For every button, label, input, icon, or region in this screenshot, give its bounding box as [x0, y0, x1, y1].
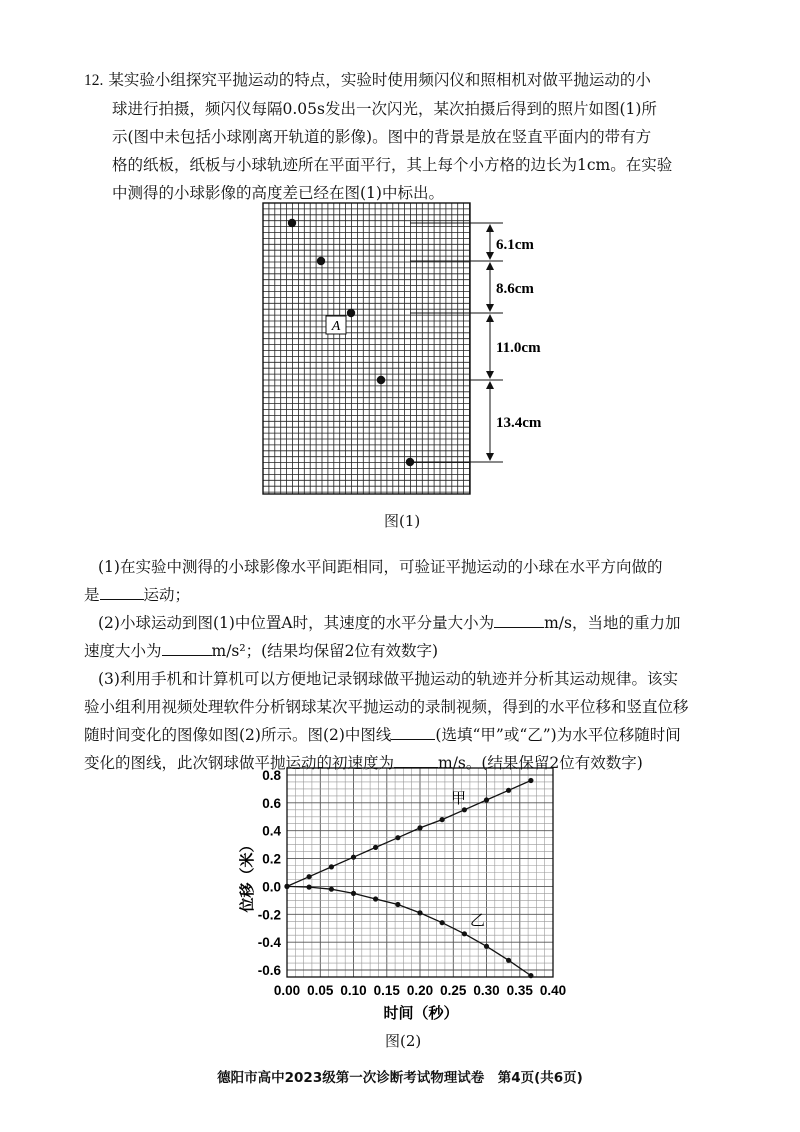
sub3-line-2: 验小组利用视频处理软件分析钢球某次平抛运动的录制视频，得到的水平位移和竖直位移: [84, 698, 689, 716]
height-label-3: 11.0cm: [496, 340, 541, 356]
x-tick-label: 0.30: [473, 983, 500, 998]
answer-blank-3[interactable]: [162, 637, 212, 656]
intro-line-2: 球进行拍摄，频闪仪每隔0.05s发出一次闪光，某次拍摄后得到的照片如图(1)所: [112, 100, 657, 118]
sub3-line-3a: 随时间变化的图像如图(2)所示。图(2)中图线: [84, 726, 392, 744]
sub3-line-4a: 变化的图线，此次钢球做平抛运动的初速度为: [84, 754, 395, 772]
data-point-jia: [417, 825, 422, 830]
x-tick-label: 0.20: [406, 983, 434, 998]
x-tick-label: 0.15: [373, 983, 400, 998]
y-tick-label: 0.4: [262, 823, 281, 839]
data-point-yi: [284, 884, 289, 889]
x-tick-label: 0.35: [506, 983, 533, 998]
sub1-line-1: (1)在实验中测得的小球影像水平间距相同，可验证平抛运动的小球在水平方向做的: [98, 558, 663, 576]
data-point-yi: [351, 891, 356, 896]
y-tick-label: 0.2: [262, 851, 281, 867]
x-tick-label: 0.05: [307, 983, 334, 998]
question-number: 12.: [84, 72, 104, 89]
chart-x-axis-label: 时间（秒）: [383, 1005, 459, 1022]
intro-line-5: 中测得的小球影像的高度差已经在图(1)中标出。: [112, 184, 444, 202]
sub1-line-2a: 是: [84, 586, 100, 604]
data-point-jia: [307, 874, 312, 879]
sub-question-2-cont: [84, 637, 438, 665]
data-point-yi: [417, 910, 422, 915]
ball-image-5: [406, 458, 414, 466]
data-point-yi: [506, 958, 511, 963]
y-tick-label: -0.4: [257, 935, 281, 951]
sub-question-2: [98, 609, 680, 637]
data-point-yi: [307, 885, 312, 890]
data-point-yi: [440, 920, 445, 925]
sub1-line-2b: 运动；: [143, 586, 191, 604]
point-a-label: A: [331, 319, 341, 334]
answer-blank-4[interactable]: [391, 721, 435, 740]
figure-2-caption: 图(2): [385, 1032, 422, 1050]
series-line-jia: [287, 781, 531, 887]
data-point-jia: [351, 855, 356, 860]
sub-question-1-cont: [84, 581, 190, 609]
series-line-yi: [287, 886, 531, 975]
page-footer: 德阳市高中2023级第一次诊断考试物理试卷 第4页(共6页): [217, 1070, 583, 1086]
data-point-yi: [462, 931, 467, 936]
ball-image-2: [317, 257, 325, 265]
data-point-jia: [528, 778, 533, 783]
height-label-4: 13.4cm: [496, 415, 542, 431]
answer-blank-1[interactable]: [100, 581, 144, 600]
y-tick-label: -0.6: [257, 963, 281, 978]
sub-question-3: [98, 665, 678, 693]
figure-1-caption: 图(1): [384, 512, 421, 530]
data-point-yi: [329, 887, 334, 892]
intro-line-3: 示(图中未包括小球刚离开轨道的影像)。图中的背景是放在竖直平面内的带有方: [112, 128, 652, 146]
sub3-line-1: (3)利用手机和计算机可以方便地记录钢球做平抛运动的轨迹并分析其运动规律。该实: [98, 670, 678, 688]
height-label-2: 8.6cm: [496, 281, 534, 297]
figure-1-grid: [263, 203, 470, 494]
data-point-jia: [484, 797, 489, 802]
y-tick-label: 0.8: [262, 768, 281, 783]
data-point-jia: [440, 817, 445, 822]
question-intro: [84, 66, 672, 207]
chart-y-axis-label: 位移（米）: [239, 837, 256, 913]
chart-series: [284, 778, 533, 978]
data-point-jia: [395, 835, 400, 840]
data-point-jia: [329, 864, 334, 869]
sub2-line-1a: (2)小球运动到图(1)中位置A时，其速度的水平分量大小为: [98, 614, 495, 632]
sub2-line-2a: 速度大小为: [84, 642, 162, 660]
data-point-yi: [528, 973, 533, 978]
ball-image-A: [347, 309, 355, 317]
data-point-yi: [373, 896, 378, 901]
series-label-yi: 乙: [470, 913, 486, 929]
series-label-jia: 甲: [451, 791, 467, 807]
height-label-1: 6.1cm: [496, 237, 534, 253]
y-tick-label: 0.6: [262, 795, 281, 811]
data-point-yi: [484, 944, 489, 949]
sub3-line-4b: m/s。(结果保留2位有效数字): [438, 754, 643, 772]
y-tick-label: 0.0: [262, 879, 281, 895]
sub2-line-1b: m/s，当地的重力加: [544, 614, 681, 632]
intro-line-1: 某实验小组探究平抛运动的特点，实验时使用频闪仪和照相机对做平抛运动的小: [108, 71, 651, 89]
displacement-time-chart: [0, 760, 800, 1030]
x-tick-label: 0.00: [273, 983, 301, 998]
intro-line-4: 格的纸板，纸板与小球轨迹所在平面平行，其上每个小方格的边长为1cm。在实验: [112, 156, 673, 174]
y-tick-label: -0.2: [257, 907, 281, 923]
chart-grid: [287, 768, 553, 977]
sub2-line-2b: m/s²；(结果均保留2位有效数字): [211, 642, 439, 660]
data-point-yi: [395, 902, 400, 907]
answer-blank-2[interactable]: [494, 609, 544, 628]
x-tick-label: 0.25: [440, 983, 467, 998]
sub-question-1: [98, 553, 662, 581]
ball-image-4: [377, 376, 385, 384]
x-tick-label: 0.10: [340, 983, 367, 998]
sub3-line-3b: (选填“甲”或“乙”)为水平位移随时间: [435, 726, 681, 744]
data-point-jia: [462, 807, 467, 812]
ball-image-1: [288, 219, 296, 227]
data-point-jia: [506, 788, 511, 793]
x-tick-label: 0.40: [539, 983, 567, 998]
data-point-jia: [373, 845, 378, 850]
figure-1-dimension-lines: [410, 223, 503, 462]
